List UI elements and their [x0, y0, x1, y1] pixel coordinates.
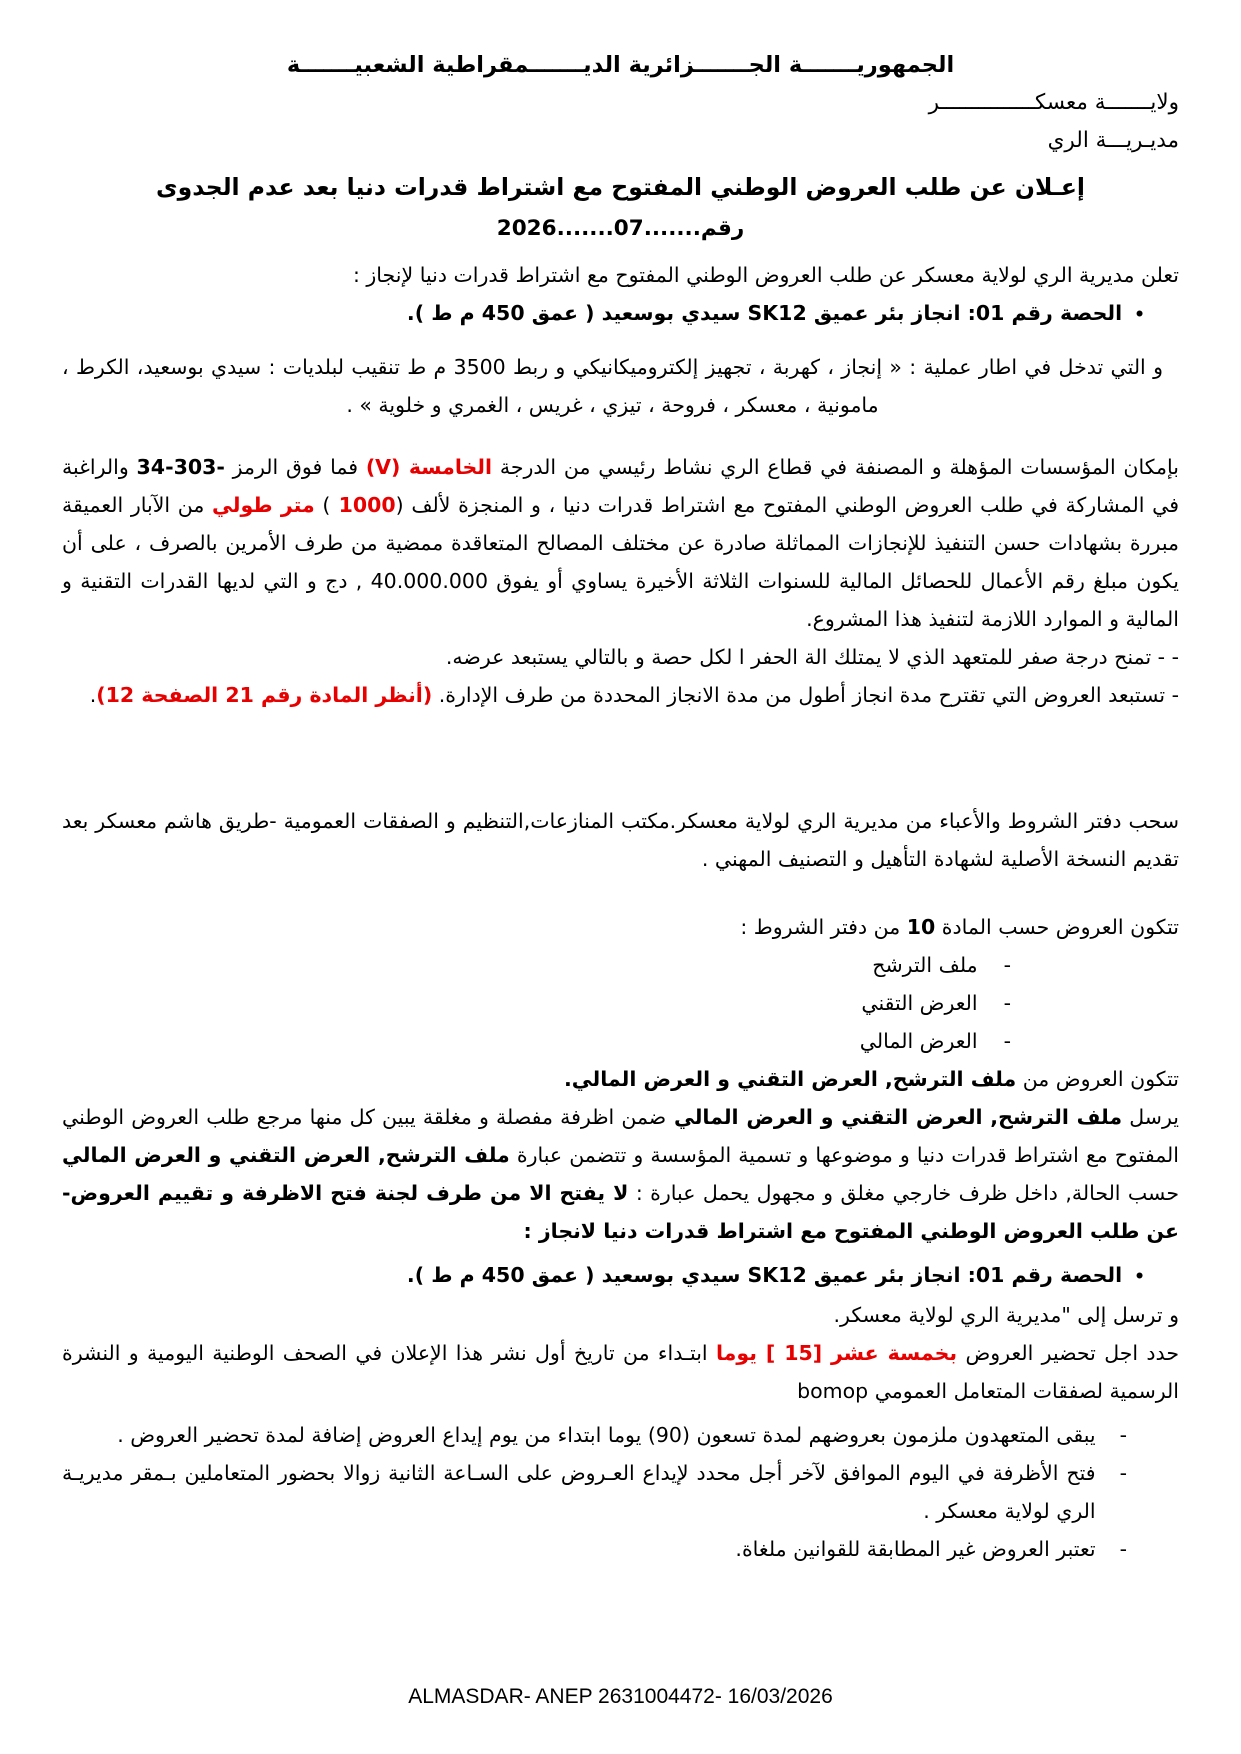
composition-intro-tail: من دفتر الشروط :	[740, 915, 907, 939]
dash-marker: -	[1119, 1461, 1127, 1485]
composition-summary-bold: ملف الترشح, العرض التقني و العرض المالي.	[563, 1067, 1017, 1091]
list-item	[62, 1530, 1127, 1568]
wilaya-header: ولايـــــــة معسكـــــــــــــــر	[928, 90, 1179, 115]
intro-paragraph: تعلن مديرية الري لولاية معسكر عن طلب العروض الوطني المفتوح مع اشتراط قدرات دنيا لإنجاز :	[352, 263, 1179, 287]
article-10-number: 10	[906, 915, 936, 939]
deadline-text: حدد اجل تحضير العروض	[957, 1341, 1179, 1365]
offer-item-label: العرض المالي	[859, 1029, 978, 1053]
dash-marker: -	[1119, 1423, 1127, 1447]
list-item	[62, 984, 1011, 1022]
directorate-header: مديـريـــة الري	[1047, 128, 1179, 153]
deadline-paragraph	[62, 1334, 1179, 1410]
envelope-files-bold: ملف الترشح, العرض التقني و العرض المالي	[62, 1143, 510, 1167]
announcement-title: إعـلان عن طلب العروض الوطني المفتوح مع اشتراط قدرات دنيا بعد عدم الجدوى	[156, 173, 1085, 201]
dash-marker: -	[1003, 953, 1011, 977]
excluded-offers-note	[62, 676, 1179, 714]
withdrawal-paragraph: سحب دفتر الشروط والأعباء من مديرية الري لولاية معسكر.مكتب المنازعات,التنظيم و الصفقات العمومية -طريق هاشم معسكر بعد تقديم النسخة الأصلية لشهادة التأهيل و التصنيف المهني .	[62, 809, 1179, 871]
list-item	[62, 1416, 1127, 1454]
eligibility-text: من الآبار العميقة مبررة بشهادات حسن التنفيذ للإنجازات المماثلة صادرة عن مختلف المصالح المتعاقدة ممضية من طرف الأمرين بالصرف ، على أن يكون مبلغ رقم الأعمال للحصائل المالية للسنوات الثلاثة الأخيرة يساوي أو يفوق 40.000.000 , دج و التي لديها القدرات التقنية و المالية و الموارد اللازمة لتنفيذ هذا المشروع.	[62, 493, 1179, 631]
zero-grade-note: - - تمنح درجة صفر للمتعهد الذي لا يمتلك الة الحفر ا لكل حصة و بالتالي يستبعد عرضه.	[445, 645, 1179, 669]
bullet-icon: •	[1134, 1267, 1145, 1287]
grade-v-highlight: (V)	[365, 455, 401, 479]
eligibility-paragraph	[62, 448, 1179, 638]
envelope-text: ضمن اظرفة مفصلة و مغلقة يبين كل منها مرجع طلب العروض الوطني المفتوح مع اشتراط قدرات دنيا و موضوعها و تسمية المؤسسة و تتضمن عبارة	[62, 1105, 1179, 1167]
composition-summary-text: تتكون العروض من	[1016, 1067, 1179, 1091]
composition-summary	[62, 1060, 1179, 1098]
linear-meter-highlight: متر طولي	[212, 493, 315, 517]
opening-note: فتح الأظرفة في اليوم الموافق لآخر أجل محدد لإيداع العـروض على السـاعة الثانية زوالا بحضور المتعاملين بـمقر مديريـة الري لولاية معسكر .	[62, 1461, 1096, 1523]
excluded-note-text: - تستبعد العروض التي تقترح مدة انجاز أطول من مدة الانجاز المحددة من طرف الإدارة.	[432, 683, 1179, 707]
offer-item-label: العرض التقني	[861, 991, 978, 1015]
dash-marker: -	[1119, 1537, 1127, 1561]
list-item	[62, 1454, 1127, 1530]
operation-paragraph: و التي تدخل في اطار عملية : « إنجاز ، كهربة ، تجهيز إلكتروميكانيكي و ربط 3500 م ط تنقيب لبلديات : سيدي بوسعيد، الكرط ، مامونية ، معسكر ، فروحة ، تيزي ، غريس ، الغمري و خلوية » .	[62, 355, 1163, 417]
envelope-files-bold: ملف الترشح, العرض التقني و العرض المالي	[666, 1105, 1123, 1129]
list-item	[62, 1022, 1011, 1060]
deadline-text-tail: ابتـداء من تاريخ أول نشر هذا الإعلان في الصحف الوطنية اليومية و النشرة الرسمية لصفقات المتعامل العمومي bomop	[62, 1341, 1179, 1403]
lot-item-2	[62, 1256, 1179, 1296]
article-reference-highlight: (أنظر المادة رقم 21 الصفحة 12)	[96, 683, 433, 707]
send-to-line: و ترسل إلى "مديرية الري لولاية معسكر.	[833, 1303, 1179, 1327]
fifteen-days-highlight: بخمسة عشر [15 ] يوما	[715, 1341, 958, 1365]
eligibility-text: بإمكان المؤسسات المؤهلة و المصنفة في قطاع الري نشاط رئيسي من الدرجة	[492, 455, 1179, 479]
final-notes-list	[62, 1416, 1179, 1568]
offers-list	[62, 946, 1179, 1060]
eligibility-text: )	[314, 493, 331, 517]
dash-marker: -	[1003, 1029, 1011, 1053]
envelope-text: يرسل	[1122, 1105, 1179, 1129]
do-not-open-statement: لا يفتح الا من طرف لجنة فتح الاظرفة و تقييم العروض-عن طلب العروض الوطني المفتوح مع اشتراط قدرات دنيا لانجاز :	[62, 1181, 1179, 1243]
bullet-icon: •	[1134, 305, 1145, 325]
lot-item-1-text: الحصة رقم 01: انجاز بئر عميق SK12 سيدي بوسعيد ( عمق 450 م ط ).	[406, 301, 1123, 325]
composition-intro-text: تتكون العروض حسب المادة	[935, 915, 1179, 939]
eligibility-text: فما فوق الرمز	[224, 455, 366, 479]
lot-item-1	[62, 294, 1179, 334]
anep-footer: ALMASDAR- ANEP 2631004472- 16/03/2026	[408, 1685, 833, 1708]
envelope-text: حسب الحالة, داخل ظرف خارجي مغلق و مجهول يحمل عبارة :	[628, 1181, 1180, 1205]
envelope-paragraph	[62, 1098, 1179, 1250]
dash-marker: -	[1003, 991, 1011, 1015]
activity-code: 34-303-	[136, 455, 225, 479]
grade-five-highlight: الخامسة	[400, 455, 493, 479]
list-item	[62, 946, 1011, 984]
republic-header: الجمهوريـــــــة الجـــــــزائرية الديـــــــمقراطية الشعبيـــــــة	[286, 52, 955, 78]
non-conforming-note: تعتبر العروض غير المطابقة للقوانين ملغاة.	[735, 1537, 1096, 1561]
offer-item-label: ملف الترشح	[872, 953, 978, 977]
eligibility-text: والراغبة في المشاركة في طلب العروض الوطني المفتوح مع اشتراط قدرات دنيا ، و المنجزة لألف (	[62, 455, 1180, 517]
composition-intro	[62, 908, 1179, 946]
validity-note: يبقى المتعهدون ملزمون بعروضهم لمدة تسعون (90) يوما ابتداء من يوم إيداع العروض إضافة لمدة تحضير العروض .	[117, 1423, 1096, 1447]
lot-item-2-text: الحصة رقم 01: انجاز بئر عميق SK12 سيدي بوسعيد ( عمق 450 م ط ).	[406, 1263, 1123, 1287]
excluded-note-period: .	[89, 683, 97, 707]
reference-number: رقم.......07.......2026	[496, 216, 745, 241]
thousand-highlight: 1000	[330, 493, 396, 517]
